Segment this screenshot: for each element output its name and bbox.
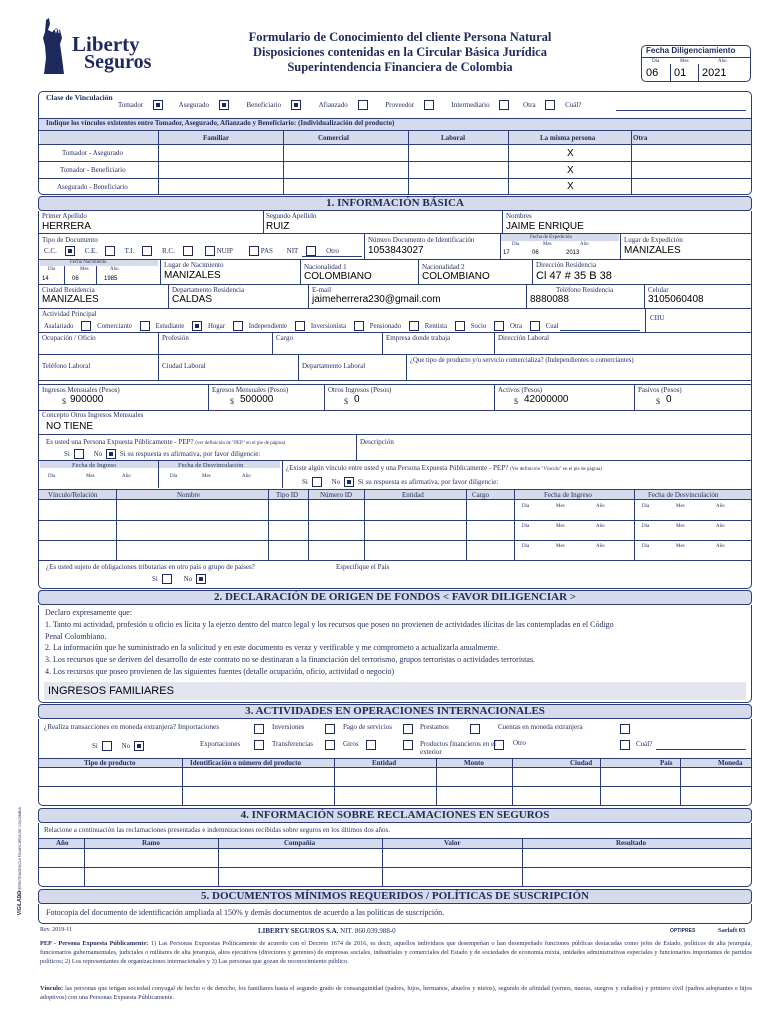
inversiones-label: Inversiones [272,723,305,731]
superintendencia-side-text: SUPERINTENDENCIA FINANCIERA DE COLOMBIA [18,807,22,897]
numero-documento-label: Número Documento de Identificación [368,236,475,244]
section-1-box [38,211,752,589]
pep-no-checkbox[interactable] [106,449,116,459]
exp-dia-label: Día [512,242,520,247]
exp-ano-field[interactable]: 2013 [566,250,580,256]
profesion-label: Profesión [162,334,189,342]
ciudad-residencia-label: Ciudad Residencia [42,286,95,294]
prestamos-label: Prestamos [420,723,449,731]
otros-ingresos-label: Otros Ingresos (Pesos) [328,386,392,394]
mes-label: Mes [680,59,689,64]
vinc-col-relacion: Vínculo/Relación [48,491,98,499]
vinc-r1-in-ano: Año [596,504,605,509]
misma-persona-mark-1[interactable]: X [567,148,574,159]
cual-operacion-label: Cuál? [636,740,653,748]
actividad-options [44,321,565,331]
vinc-r3-out-mes: Mes [676,544,685,549]
pasivos-field[interactable]: 0 [666,394,672,405]
trib-no-label: No [183,574,193,583]
fecha-mes[interactable]: 01 [674,67,687,79]
recl-col-ano: Año [56,839,69,847]
liberty-logo [40,18,160,78]
fecha-expedicion-label: Fecha de Expedición [530,235,572,240]
nacionalidad-1-field[interactable]: COLOMBIANO [304,271,372,282]
pep-out-mes: Mes [202,474,211,479]
declaracion-intro: Declaro expresamente que: [45,608,133,617]
declaracion-p4: 4. Los recursos que poseo provienen de las siguientes fuentes (detalle ocupación, oficio, actividad o negocio) [45,666,395,676]
ce-checkbox[interactable] [105,246,115,256]
descripcion-label: Descripción [360,438,394,446]
fecha-ano[interactable]: 2021 [702,67,727,79]
vinc-col-entidad: Entidad [402,491,424,499]
vinculacion-title: Clase de Vinculación [46,93,113,102]
vinc-r1-in-mes: Mes [556,504,565,509]
producto-servicio-label: ¿Que tipo de producto y/o servicio comercializa? (Independientes o comerciantes) [410,357,634,364]
section-3-header: 3. ACTIVIDADES EN OPERACIONES INTERNACIONALES [38,704,752,719]
fecha-title: Fecha Diligenciamiento [646,46,736,55]
declaracion-text [45,607,745,678]
segundo-apellido-field[interactable]: RUIZ [266,221,290,232]
pep-out-dia: Día [170,474,178,479]
dia-label: Día [652,59,660,64]
form-subtitle: Disposiciones contenidas en la Circular Básica Jurídica [252,45,547,59]
pep-definition: PEP - Persona Expuesta Públicamente: 1) Las Personas Expuestas Políticamente de acuerdo con el Decreto 1674 de 2016, es decir, aquellos individuos que desempeñan o han desempeñado funciones públicas destacadas como jefes de Estado, políticos de alta jerarquía, funcionarios gubernamentales, judiciales o militares de alta jerarquía, altos ejecutivos (directores y gerentes) de empresas sociales, industriales y comerciales del Estado y de sociedades de economía mixta, unidades administrativas especiales y funcionarios importantes de partidos políticos; 2) Los representantes de organizaciones internacionales y 3) Las personas que gozan de reconocimiento público. [40,940,753,966]
lugar-nacimiento-field[interactable]: MANIZALES [164,270,221,281]
otro-operacion-label: Otro [513,739,526,747]
section-4-header: 4. INFORMACIÓN SOBRE RECLAMACIONES EN SEGUROS [38,808,752,823]
moneda-no-label: No [121,741,131,750]
tipo-documento-options [44,246,351,256]
beneficiario-checkbox[interactable] [291,100,301,110]
section-5-header: 5. DOCUMENTOS MÍNIMOS REQUERIDOS / POLÍTICAS DE SUSCRIPCIÓN [38,889,752,904]
fuentes-field[interactable]: INGRESOS FAMILIARES [48,685,174,697]
moneda-extranjera-question: ¿Realiza transacciones en moneda extranjera? Importaciones [44,723,220,731]
concepto-otros-field[interactable]: NO TIENE [46,421,94,432]
activos-currency: $ [514,397,518,406]
vinc-r2-out-ano: Año [716,524,725,529]
vinculo-row-asegurado-beneficiario: Asegurado - Beneficiario [57,183,128,191]
departamento-laboral-label: Departamento Laboral [302,362,366,370]
importaciones-checkbox[interactable] [254,724,264,734]
tributarias-answer [152,574,208,584]
trib-no-checkbox[interactable] [196,574,206,584]
vinculo-definition: Vínculo: las personas que tengan sociedad conyugal de hecho o de derecho, los familiares hasta el segundo grado de consanguinidad (padres, hijos, hermanos, abuelos y nietos), segundo de afinidad (yernos, nueras, suegros y cuñados) y primero civil (padres adoptantes e hijos adoptivos) con una Personas Expuesta Públicamente. [40,985,752,1002]
asegurado-checkbox[interactable] [219,100,229,110]
cual-label: Cuál? [565,100,582,109]
nac-ano-field[interactable]: 1985 [104,276,118,282]
vinculos-col-otra: Otra [633,134,648,142]
vinc-col-cargo: Cargo [472,491,489,499]
reclamaciones-intro: Relacione a continuación las reclamaciones presentadas e indemnizaciones recibidas sobre seguros en los últimos dos años. [44,826,391,834]
ciudad-residencia-field[interactable]: MANIZALES [42,294,99,305]
pep-si-checkbox[interactable] [74,449,84,459]
departamento-field[interactable]: CALDAS [172,294,213,305]
nuip-checkbox[interactable] [205,246,215,256]
misma-persona-mark-2[interactable]: X [567,165,574,176]
transferencias-label: Transferencias [272,740,313,748]
vinc-r3-in-ano: Año [596,544,605,549]
segundo-apellido-label: Segundo Apellido [266,212,317,220]
ciiu-label: CIIU [650,314,665,322]
cargo-label: Cargo [276,334,293,342]
direccion-field[interactable]: Cl 47 # 35 B 38 [536,270,612,282]
otro-option[interactable]: Otro [326,246,339,255]
email-label: E-mail [312,286,332,294]
vinc-r2-in-dia: Día [522,524,530,529]
pep-in-ano: Año [122,474,131,479]
documentos-text: Fotocopia del documento de identificación ampliada al 150% y demás documentos de acuerdo a las políticas de suscripción. [46,908,445,917]
fecha-nacimiento-label: Fecha Nacimiento [70,260,107,265]
telefono-residencia-label: Teléfono Residencia [556,286,614,294]
comerciante-option[interactable]: Comerciante [97,323,152,330]
ocupacion-label: Ocupación / Oficio [42,334,96,342]
ce-option[interactable]: C.E. [85,247,117,255]
tributarias-question: ¿Es usted sujeto de obligaciones tributarias en otro país o grupo de países? [46,563,255,571]
brand-subtitle: Seguros [84,51,152,73]
pas-checkbox[interactable] [249,246,259,256]
nit-option[interactable]: NIT [287,247,319,255]
activos-label: Activos (Pesos) [498,386,543,394]
ingresos-label: Ingresos Mensuales (Pesos) [42,386,120,394]
otra-actividad-checkbox[interactable] [530,321,540,331]
especifique-pais-label: Especifique el País [336,563,390,571]
egresos-currency: $ [230,397,234,406]
lugar-nacimiento-label: Lugar de Nacimiento [164,261,224,269]
vinculos-title: Indique los vínculos existentes entre Tomador, Asegurado, Afianzado y Beneficiario: (Individualización del producto) [46,119,395,127]
section-2-header: 2. DECLARACIÓN DE ORIGEN DE FONDOS < FAVOR DILIGENCIAR > [38,590,752,605]
otra-checkbox[interactable] [545,100,555,110]
cc-option[interactable]: C.C. [44,247,77,255]
intl-col-pais: País [660,759,673,767]
vinc-r1-out-dia: Día [642,504,650,509]
vigilado-sidebar [14,807,30,920]
moneda-extranjera-answer [92,741,146,751]
trib-si-label: Si [152,574,158,583]
intl-col-moneda: Moneda [718,759,743,767]
form-authority: Superintendencia Financiera de Colombia [287,60,513,74]
vinc-r3-in-mes: Mes [556,544,565,549]
estudiante-option[interactable]: Estudiante [156,323,205,330]
afianzado-option[interactable]: Afianzado [319,101,370,109]
vinc-r2-in-mes: Mes [556,524,565,529]
vinculos-col-familiar: Familiar [203,134,230,142]
cual-actividad-label: Cual [545,322,559,330]
intl-col-ciudad: Ciudad [570,759,593,767]
vinculos-col-misma: La misma persona [540,134,596,142]
vinc-r3-out-dia: Día [642,544,650,549]
moneda-no-checkbox[interactable] [134,741,144,751]
direccion-label: Dirección Residencia [536,261,597,269]
pep-si-label: Si [64,449,70,458]
telefono-laboral-label: Teléfono Laboral [42,362,91,370]
recl-col-ramo: Ramo [142,839,160,847]
intl-col-entidad: Entidad [372,759,397,767]
pep-fecha-ingreso-label: Fecha de Ingreso [72,462,117,469]
vinculo-no-label: No [331,477,341,486]
rc-option[interactable]: R.C. [162,247,195,255]
lugar-expedicion-label: Lugar de Expedición [624,236,683,244]
exp-mes-label: Mes [543,242,552,247]
numero-documento-field[interactable]: 1053843027 [368,245,424,256]
productos-financieros-checkbox[interactable] [403,740,413,750]
printer-label: OPTIPRES [670,928,696,934]
concepto-otros-label: Concepto Otros Ingresos Mensuales [42,411,144,419]
declaracion-p3: 3. Los recursos que se deriven del desarrollo de este contrato no se destinaran a la financiación del terrorismo, grupos terroristas o actividades terroristas. [45,655,536,665]
vinculos-col-comercial: Comercial [318,134,349,142]
pas-option[interactable]: PAS [247,247,279,255]
hogar-checkbox[interactable] [233,321,243,331]
giros-checkbox[interactable] [366,740,376,750]
exportaciones-label: Exportaciones [200,740,241,748]
nacionalidad-2-field[interactable]: COLOMBIANO [422,271,490,282]
asalariado-option[interactable]: Asalariado [44,323,93,330]
comerciante-checkbox[interactable] [140,321,150,331]
vinc-r3-out-ano: Año [716,544,725,549]
cuentas-extranjera-checkbox[interactable] [620,724,630,734]
beneficiario-option[interactable]: Beneficiario [247,101,303,109]
pago-servicios-checkbox[interactable] [403,724,413,734]
section-1-header: 1. INFORMACIÓN BÁSICA [38,196,752,211]
vinculo-no-checkbox[interactable] [344,477,354,487]
ingresos-field[interactable]: 900000 [70,394,104,405]
afianzado-checkbox[interactable] [358,100,368,110]
moneda-si-label: Si [92,741,98,750]
vigilado-side-text: VIGILADO [17,890,23,916]
inversiones-checkbox[interactable] [325,724,335,734]
celular-label: Celular [648,286,669,294]
otra-option[interactable]: Otra [523,101,557,109]
nuip-option[interactable]: NUIP [203,247,239,255]
vinc-r2-out-mes: Mes [676,524,685,529]
pep-out-ano: Año [242,474,251,479]
nac-mes-field[interactable]: 06 [72,276,79,282]
cc-checkbox[interactable] [65,246,75,256]
vinc-col-nombre: Nombre [177,491,200,499]
inversionista-option[interactable]: Inversionista [311,323,366,330]
vinculo-row-tomador-asegurado: Tomador - Asegurado [62,149,123,157]
intl-col-monto: Monto [464,759,484,767]
email-field[interactable]: jaimeherrera230@gmail.com [312,294,441,305]
ti-checkbox[interactable] [142,246,152,256]
egresos-label: Egresos Mensuales (Pesos) [212,386,289,394]
vinc-col-fecha-desvinc: Fecha de Desvinculación [648,491,719,499]
form-title: Formulario de Conocimiento del cliente Persona Natural [248,30,552,44]
vinc-r1-in-dia: Día [522,504,530,509]
otro-operacion-checkbox[interactable] [494,740,504,750]
tomador-option[interactable]: Tomador [118,101,165,109]
vinculo-si-label: Si [302,477,308,486]
ti-option[interactable]: T.I. [125,247,155,255]
rentista-option[interactable]: Rentista [425,323,467,330]
intermediario-option[interactable]: Intermediario [452,101,512,109]
prestamos-checkbox[interactable] [470,724,480,734]
cual-operacion-checkbox[interactable] [620,740,630,750]
vinc-r3-in-dia: Día [522,544,530,549]
otros-ingresos-field[interactable]: 0 [354,394,360,405]
hogar-option[interactable]: Hogar [208,323,245,330]
egresos-field[interactable]: 500000 [240,394,274,405]
cuentas-extranjera-label: Cuentas en moneda extranjera [498,723,583,731]
pep-in-dia: Día [48,474,56,479]
intl-col-tipo: Tipo de producto [84,759,136,767]
revision-label: Rev. 2019-11 [40,927,73,933]
brand-name: Liberty [72,32,140,56]
intermediario-checkbox[interactable] [499,100,509,110]
intl-col-identificacion: Identificación o número del producto [190,759,301,767]
socio-checkbox[interactable] [494,321,504,331]
nac-ano-label: Año [110,267,119,272]
estudiante-checkbox[interactable] [192,321,202,331]
vinc-col-fecha-ingreso: Fecha de Ingreso [544,491,592,499]
empresa-label: Empresa donde trabaja [386,334,451,342]
declaracion-p2: 2. La información que he suministrado en la solicitud y en este documento es veraz y verificable y me comprometo a actualizarla anualmente. [45,643,500,653]
fecha-dia[interactable]: 06 [646,67,659,79]
inversionista-checkbox[interactable] [354,321,364,331]
pep-question: Es usted una Persona Expuesta Públicamente - PEP? (ver definición de "PEP" en el pie de página) [46,438,286,446]
independiente-option[interactable]: Independiente [249,323,308,330]
independiente-checkbox[interactable] [295,321,305,331]
giros-label: Giros [343,740,359,748]
ciudad-laboral-label: Ciudad Laboral [162,362,206,370]
vinculos-col-laboral: Laboral [441,134,466,142]
primer-apellido-field[interactable]: HERRERA [42,221,91,232]
proveedor-checkbox[interactable] [424,100,434,110]
direccion-laboral-label: Dirección Laboral [498,334,550,342]
asegurado-option[interactable]: Asegurado [179,101,231,109]
form-code: Sarlaft 03 [718,927,746,934]
declaracion-p1: 1. Tanto mi actividad, profesión u oficio es lícita y la ejerzo dentro del marco legal y los recursos que poseo no provienen de actividades ilícitas de las contempladas en el Código [45,619,614,629]
misma-persona-mark-3[interactable]: X [567,181,574,192]
exportaciones-checkbox[interactable] [254,740,264,750]
tomador-checkbox[interactable] [153,100,163,110]
activos-field[interactable]: 42000000 [524,394,569,405]
tipo-documento-label: Tipo de Documento [42,236,98,244]
otra-actividad-option[interactable]: Otra [510,323,542,330]
otros-currency: $ [344,397,348,406]
pasivos-currency: $ [656,397,660,406]
pasivos-label: Pasivos (Pesos) [638,386,682,394]
rentista-checkbox[interactable] [455,321,465,331]
vinc-r2-out-dia: Día [642,524,650,529]
departamento-label: Departamento Residencia [172,286,245,294]
trib-si-checkbox[interactable] [162,574,172,584]
vinculo-pep-answer [302,477,504,487]
celular-field[interactable]: 3105060408 [648,294,704,305]
telefono-residencia-field[interactable]: 8880088 [530,294,569,305]
actividad-principal-label: Actividad Principal [42,310,97,318]
vinc-r2-in-ano: Año [596,524,605,529]
nombres-label: Nombres [506,212,532,220]
ano-label: Año [718,59,727,64]
recl-col-compania: Compañía [284,839,316,847]
company-line: LIBERTY SEGUROS S.A. NIT. 860.039.988-0 [258,927,396,935]
ingresos-currency: $ [62,397,66,406]
moneda-si-checkbox[interactable] [102,741,112,751]
lugar-expedicion-field[interactable]: MANIZALES [624,245,681,256]
pensionado-option[interactable]: Pensionado [370,323,421,330]
primer-apellido-label: Primer Apellido [42,212,87,220]
vinc-r1-out-mes: Mes [676,504,685,509]
rc-checkbox[interactable] [183,246,193,256]
nit-checkbox[interactable] [306,246,316,256]
asalariado-checkbox[interactable] [81,321,91,331]
statue-of-liberty-icon [40,18,66,74]
exp-mes-field[interactable]: 06 [532,250,539,256]
exp-dia-field[interactable]: 17 [503,250,510,256]
transferencias-checkbox[interactable] [325,740,335,750]
vinc-r1-out-ano: Año [716,504,725,509]
recl-col-valor: Valor [444,839,461,847]
pago-servicios-label: Pago de servicios [343,723,392,731]
pep-answer [64,449,266,459]
vinculo-pep-question: ¿Existe algún vínculo entre usted y una Persona Expuesta Públicamente - PEP? (Ver definición "Vínculo" en el pie de página) [286,464,602,472]
socio-option[interactable]: Socio [471,323,506,330]
pep-no-label: No [93,449,103,458]
vinculo-hint: Si su respuesta es afirmativa, por favor diligencie: [357,477,499,486]
exp-ano-label: Año [580,242,589,247]
nacionalidad-1-label: Nacionalidad 1 [304,263,347,271]
declaracion-p1b: Penal Colombiano. [45,631,107,641]
pensionado-checkbox[interactable] [409,321,419,331]
productos-financieros-label: Productos financieros en el exterior [420,740,497,756]
nac-dia-label: Día [48,267,56,272]
pep-hint: Si su respuesta es afirmativa, por favor diligencie: [119,449,261,458]
vinculo-si-checkbox[interactable] [312,477,322,487]
pep-fecha-desvinc-label: Fecha de Desvinculación [178,462,244,469]
nac-dia-field[interactable]: 14 [42,276,49,282]
pep-in-mes: Mes [86,474,95,479]
nacionalidad-2-label: Nacionalidad 2 [422,263,465,271]
vinc-col-numero-id: Número ID [320,491,353,499]
nombres-field[interactable]: JAIME ENRIQUE [506,221,584,232]
proveedor-option[interactable]: Proveedor [385,101,436,109]
vinc-col-tipo-id: Tipo ID [276,491,299,499]
vinculacion-options [118,100,587,110]
nac-mes-label: Mes [80,267,89,272]
vinculo-row-tomador-beneficiario: Tomador - Beneficiario [60,166,126,174]
recl-col-resultado: Resultado [616,839,646,847]
